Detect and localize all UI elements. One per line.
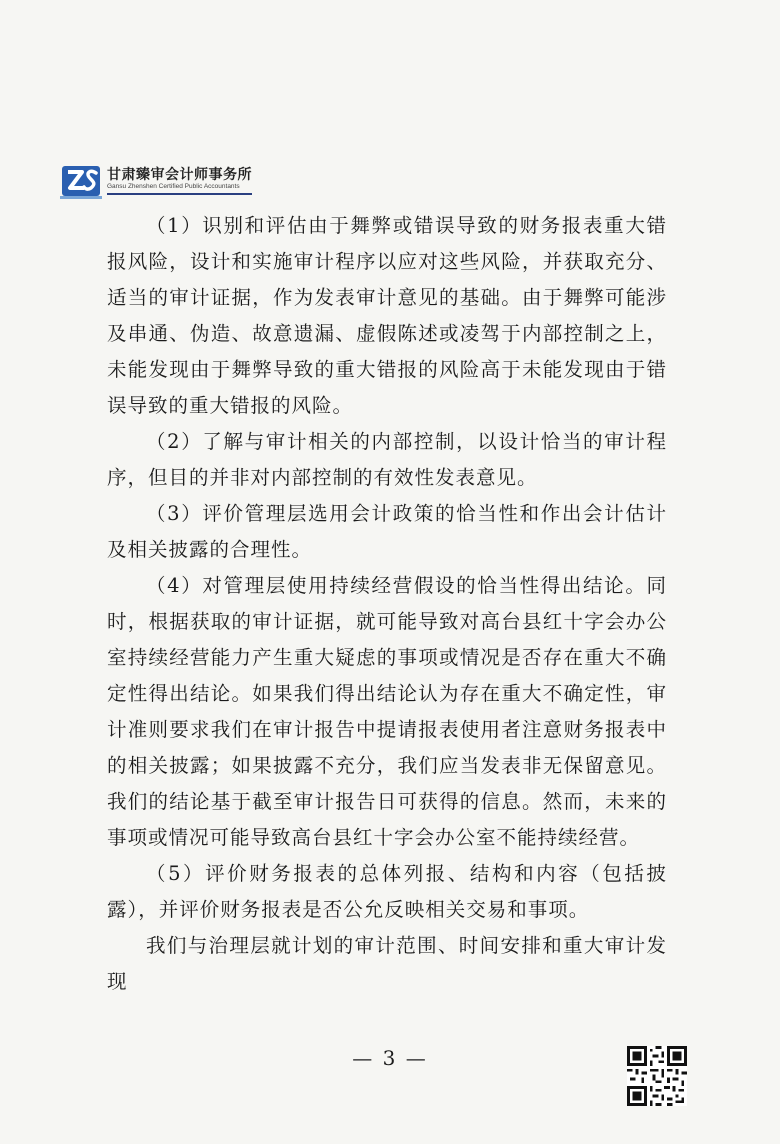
page-number: — 3 — [352, 1046, 428, 1070]
document-body [107, 208, 667, 1000]
paragraph-5: （5）评价财务报表的总体列报、结构和内容（包括披露），并评价财务报表是否公允反映相关交易和事项。 [107, 862, 667, 921]
paragraph-1: （1）识别和评估由于舞弊或错误导致的财务报表重大错报风险，设计和实施审计程序以应对这些风险，并获取充分、适当的审计证据，作为发表审计意见的基础。由于舞弊可能涉及串通、伪造、故意遗漏、虚假陈述或凌驾于内部控制之上，未能发现由于舞弊导致的重大错报的风险高于未能发现由于错误导致的重大错报的风险。 [107, 214, 667, 417]
paragraph-6: 我们与治理层就计划的审计范围、时间安排和重大审计发现 [107, 934, 667, 993]
firm-name-cn: 甘肃臻审会计师事务所 [107, 167, 252, 183]
firm-name-en: Gansu Zhenshen Certified Public Accountants [107, 183, 240, 190]
qr-code-icon [627, 1046, 687, 1106]
zs-logo-icon [60, 160, 102, 200]
paragraph-3: （3）评价管理层选用会计政策的恰当性和作出会计估计及相关披露的合理性。 [107, 502, 667, 561]
paragraph-4: （4）对管理层使用持续经营假设的恰当性得出结论。同时，根据获取的审计证据，就可能导致对高台县红十字会办公室持续经营能力产生重大疑虑的事项或情况是否存在重大不确定性得出结论。如果我们得出结论认为存在重大不确定性，审计准则要求我们在审计报告中提请报表使用者注意财务报表中的相关披露；如果披露不充分，我们应当发表非无保留意见。我们的结论基于截至审计报告日可获得的信息。然而，未来的事项或情况可能导致高台县红十字会办公室不能持续经营。 [107, 574, 667, 849]
header-divider [107, 193, 252, 195]
paragraph-2: （2）了解与审计相关的内部控制，以设计恰当的审计程序，但目的并非对内部控制的有效性发表意见。 [107, 430, 667, 489]
letterhead [60, 160, 260, 204]
